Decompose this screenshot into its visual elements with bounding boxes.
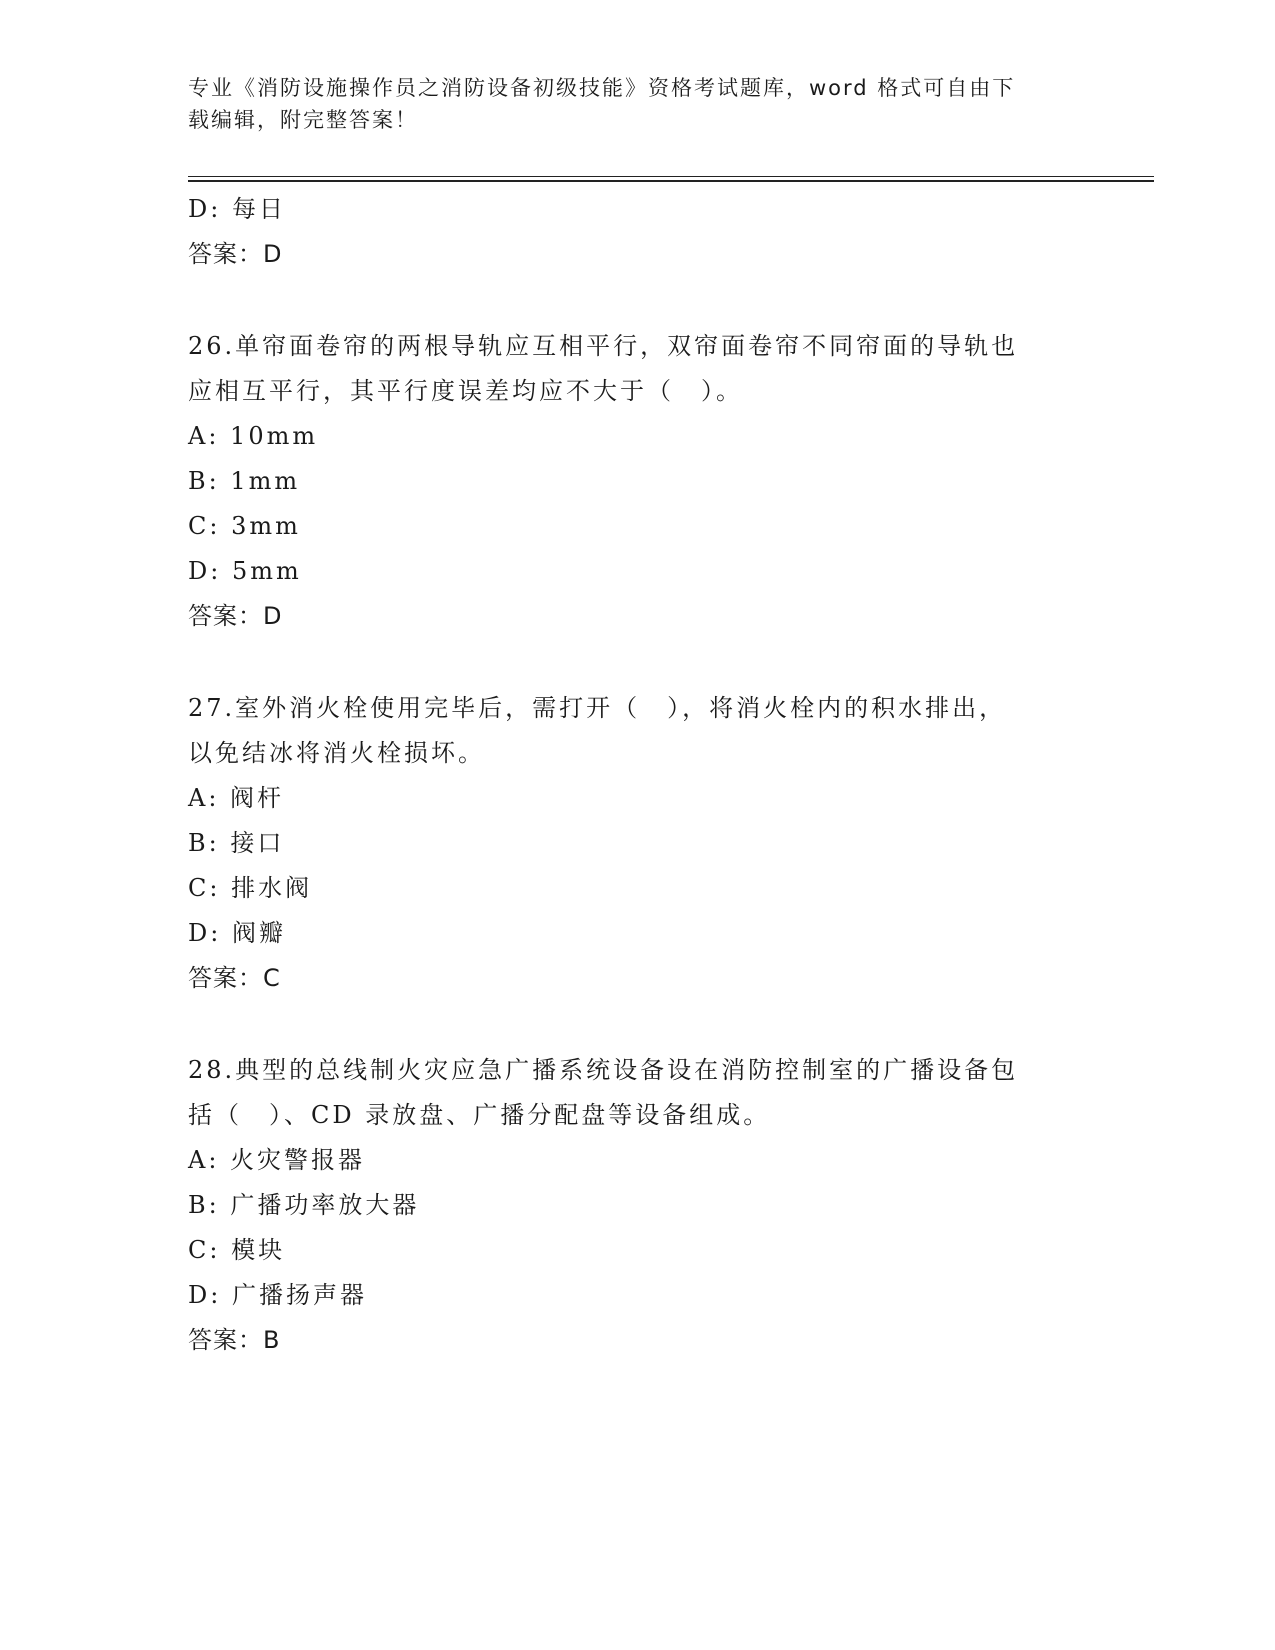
q26-answer: 答案：D bbox=[188, 602, 283, 630]
q26-option-b: B: 1mm bbox=[188, 467, 301, 495]
q28-stem-line-1: 28.典型的总线制火灾应急广播系统设备设在消防控制室的广播设备包 bbox=[188, 1056, 1019, 1084]
q27-stem-line-1: 27.室外消火栓使用完毕后，需打开（ ），将消火栓内的积水排出， bbox=[188, 694, 1007, 722]
q28-stem-line-2: 括（ ）、CD 录放盘、广播分配盘等设备组成。 bbox=[188, 1101, 771, 1129]
q28-option-d: D: 广播扬声器 bbox=[188, 1281, 367, 1309]
q27-answer: 答案：C bbox=[188, 964, 281, 992]
q28-option-a: A: 火灾警报器 bbox=[188, 1146, 366, 1174]
q27-stem-line-2: 以免结冰将消火栓损坏。 bbox=[188, 739, 485, 767]
header-title-line-2: 载编辑，附完整答案！ bbox=[188, 108, 418, 132]
q27-option-b: B: 接口 bbox=[188, 829, 285, 857]
q27-option-d: D: 阀瓣 bbox=[188, 919, 286, 947]
header-rule-thick bbox=[188, 180, 1154, 182]
prev-answer: 答案：D bbox=[188, 240, 283, 268]
q26-option-c: C: 3mm bbox=[188, 512, 301, 540]
header-rule-thin bbox=[188, 176, 1154, 177]
header-title-line-1: 专业《消防设施操作员之消防设备初级技能》资格考试题库，word 格式可自由下 bbox=[188, 76, 1016, 100]
prev-option-d: D: 每日 bbox=[188, 195, 286, 223]
q28-option-c: C: 模块 bbox=[188, 1236, 286, 1264]
q27-option-a: A: 阀杆 bbox=[188, 784, 285, 812]
q26-stem-line-1: 26.单帘面卷帘的两根导轨应互相平行，双帘面卷帘不同帘面的导轨也 bbox=[188, 332, 1019, 360]
q26-option-d: D: 5mm bbox=[188, 557, 302, 585]
q27-option-c: C: 排水阀 bbox=[188, 874, 313, 902]
q28-option-b: B: 广播功率放大器 bbox=[188, 1191, 420, 1219]
q26-stem-line-2: 应相互平行，其平行度误差均应不大于（ ）。 bbox=[188, 377, 743, 405]
q28-answer: 答案：B bbox=[188, 1326, 281, 1354]
document-header bbox=[188, 72, 1088, 136]
q26-option-a: A: 10mm bbox=[188, 422, 319, 450]
